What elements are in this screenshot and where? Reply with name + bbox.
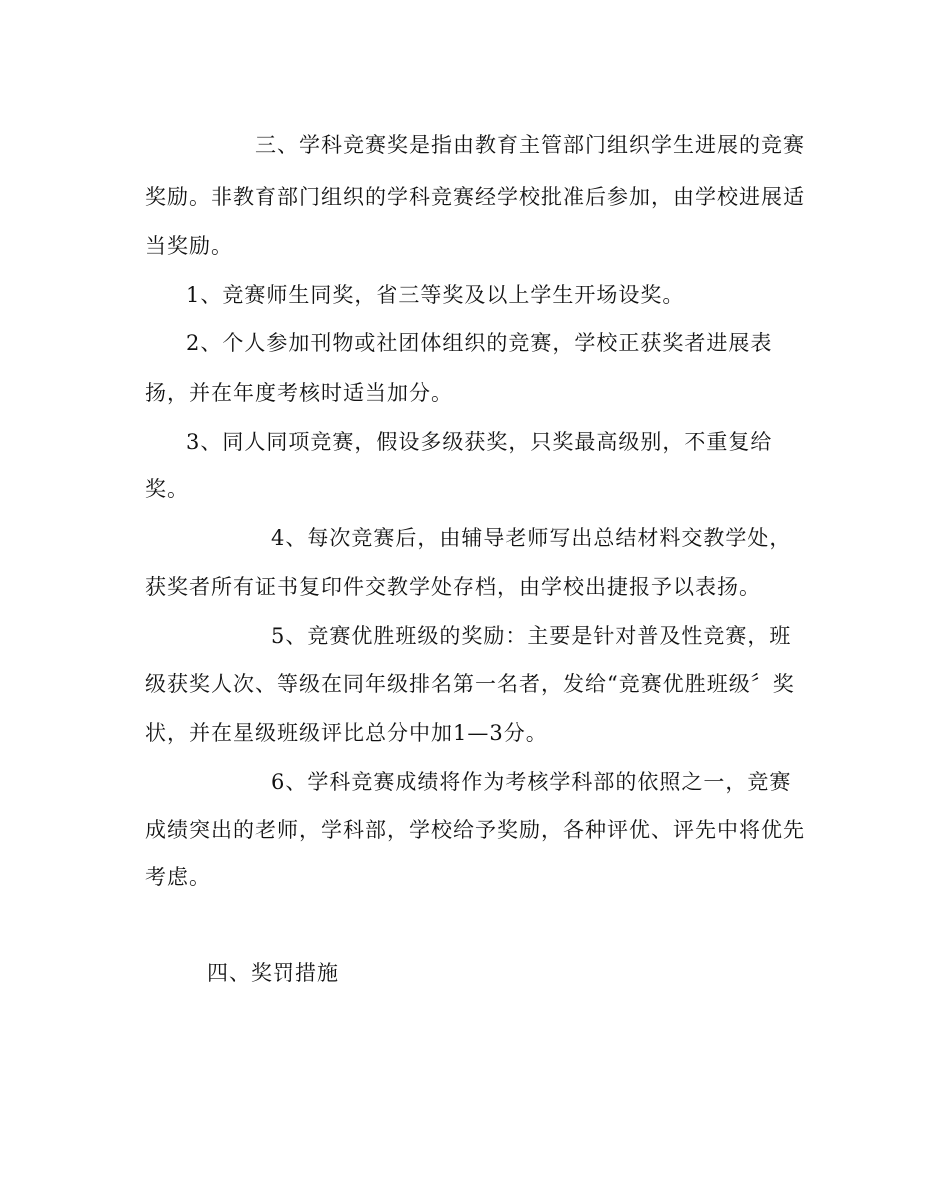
section-3-line-2: 奖励。非教育部门组织的学科竞赛经学校批准后参加，由学校进展适 (145, 185, 805, 209)
item-4-line-1: 4、每次竞赛后，由辅导老师写出总结材料交教学处， (271, 526, 792, 550)
item-6-line-1: 6、学科竞赛成绩将作为考核学科部的依照之一，竞赛 (271, 770, 792, 794)
item-1-line: 1、竞赛师生同奖，省三等奖及以上学生开场设奖。 (186, 283, 685, 307)
item-2-line-2: 扬，并在年度考核时适当加分。 (145, 381, 453, 405)
item-4-line-2: 获奖者所有证书复印件交教学处存档，由学校出捷报予以表扬。 (145, 575, 761, 599)
item-6-line-2: 成绩突出的老师，学科部，学校给予奖励，各种评优、评先中将优先 (145, 818, 805, 842)
section-4-heading: 四、奖罚措施 (207, 961, 339, 985)
item-3-line-2: 奖。 (145, 477, 189, 501)
item-5-line-1: 5、竞赛优胜班级的奖励：主要是针对普及性竞赛，班 (271, 624, 792, 648)
item-2-line-1: 2、个人参加刊物或社团体组织的竞赛，学校正获奖者进展表 (186, 331, 773, 355)
section-3-heading-line: 三、学科竞赛奖是指由教育主管部门组织学生进展的竞赛 (255, 133, 805, 157)
item-6-line-3: 考虑。 (145, 865, 211, 889)
section-3-line-3: 当奖励。 (145, 234, 233, 258)
item-5-line-2: 级获奖人次、等级在同年级排名第一名者，发给“竞赛优胜班级〞奖 (145, 672, 795, 696)
item-5-line-3: 状，并在星级班级评比总分中加1—3分。 (145, 721, 548, 745)
item-3-line-1: 3、同人同项竞赛，假设多级获奖，只奖最高级别，不重复给 (186, 430, 773, 454)
